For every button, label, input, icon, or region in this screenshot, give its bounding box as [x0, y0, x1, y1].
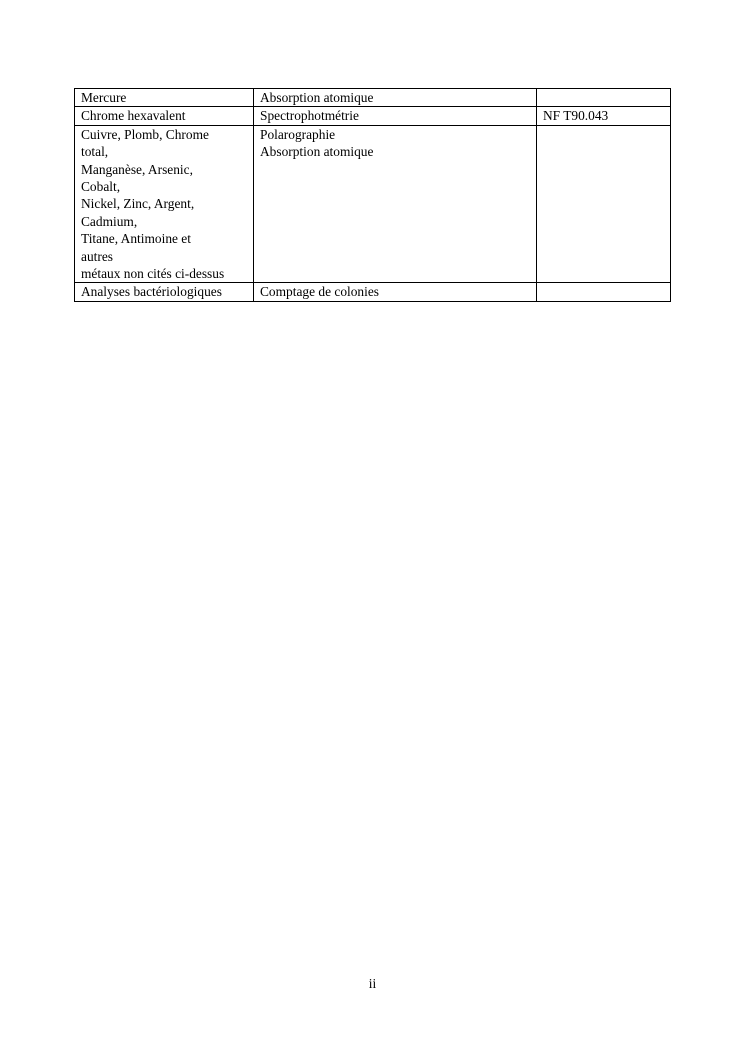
table-row [75, 283, 671, 301]
method-text: Spectrophotmétrie [260, 108, 359, 124]
method-cell [254, 283, 537, 301]
parameter-text-line: autres [81, 248, 113, 264]
parameter-text: Analyses bactériologiques [81, 284, 222, 300]
parameter-cell [75, 283, 254, 301]
table-row [75, 107, 671, 125]
parameter-text-line: Cuivre, Plomb, Chrome [81, 126, 209, 142]
parameter-text: Chrome hexavalent [81, 108, 186, 124]
method-cell [254, 89, 537, 107]
parameter-text-line: Nickel, Zinc, Argent, [81, 196, 195, 212]
norm-cell [537, 283, 671, 301]
parameter-text-line: Titane, Antimoine et [81, 231, 191, 247]
parameter-cell [75, 89, 254, 107]
parameter-text-line: Manganèse, Arsenic, [81, 161, 193, 177]
parameter-text-line: métaux non cités ci-dessus [81, 266, 225, 282]
analysis-methods-table [74, 88, 671, 302]
norm-cell [537, 89, 671, 107]
norm-text: NF T90.043 [543, 108, 609, 124]
norm-cell [537, 107, 671, 125]
parameter-text-line: Cadmium, [81, 213, 138, 229]
parameter-text: Mercure [81, 90, 127, 105]
method-text-line: Polarographie [260, 126, 336, 142]
parameter-cell [75, 125, 254, 283]
norm-cell [537, 125, 671, 283]
method-cell [254, 107, 537, 125]
method-text: Absorption atomique [260, 90, 374, 105]
parameter-text-line: Cobalt, [81, 179, 121, 195]
parameter-cell [75, 107, 254, 125]
page-number: ii [368, 976, 377, 991]
method-text-line: Absorption atomique [260, 144, 374, 160]
table-row [75, 89, 671, 107]
method-cell [254, 125, 537, 283]
parameter-text-line: total, [81, 144, 109, 160]
table-row [75, 125, 671, 283]
method-text: Comptage de colonies [260, 284, 379, 300]
